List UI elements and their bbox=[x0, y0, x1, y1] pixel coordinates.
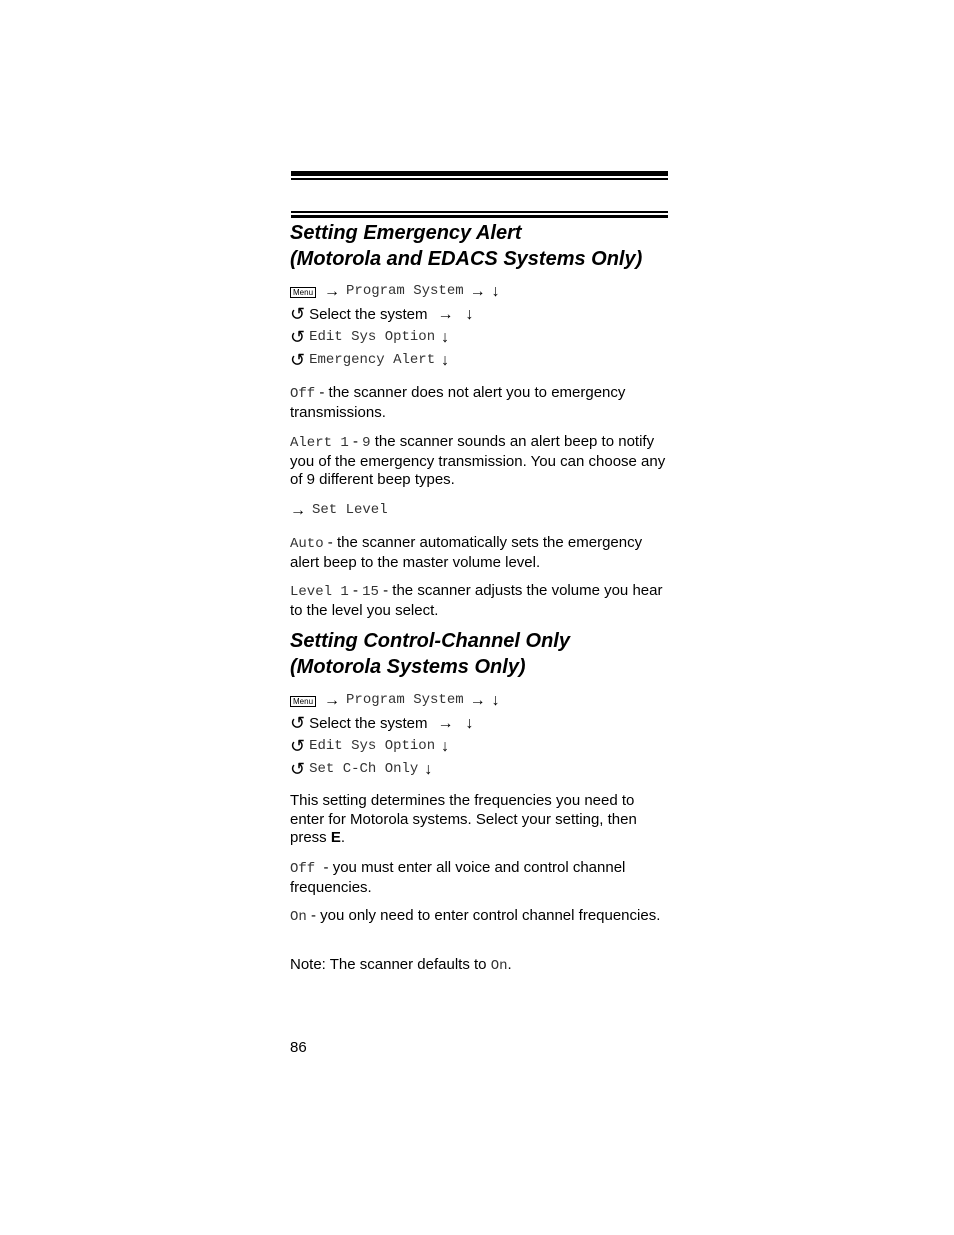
set-level-step bbox=[290, 499, 670, 522]
down-arrow-icon: ↓ bbox=[441, 329, 450, 346]
rotate-knob-icon: ↺ bbox=[290, 736, 306, 756]
cch-on-description bbox=[290, 907, 670, 927]
down-arrow-icon: ↓ bbox=[491, 692, 500, 709]
step-set-level bbox=[290, 499, 670, 522]
down-arrow-icon: ↓ bbox=[441, 738, 450, 755]
menu-item-program-system: Program System bbox=[346, 692, 464, 708]
note-end: . bbox=[507, 956, 512, 973]
cch-off-code: Off bbox=[290, 861, 316, 877]
option-alert-code: Alert 1 bbox=[290, 435, 349, 451]
key-e-label: E bbox=[330, 829, 341, 846]
step-select-system bbox=[290, 303, 670, 326]
cch-off-text: - you must enter all voice and control channel frequencies. bbox=[290, 859, 630, 896]
right-arrow-icon: → bbox=[469, 283, 486, 300]
option-off-text: - the scanner does not alert you to emergency transmissions. bbox=[290, 384, 626, 421]
option-alert-description bbox=[290, 433, 670, 490]
select-system-label: Select the system bbox=[309, 715, 428, 732]
option-level-code-end: 15 bbox=[362, 584, 379, 600]
option-level-code: Level 1 bbox=[290, 584, 349, 600]
emergency-alert-steps bbox=[290, 280, 670, 372]
rotate-knob-icon: ↺ bbox=[290, 304, 306, 324]
rotate-knob-icon: ↺ bbox=[290, 350, 306, 370]
menu-item-set-cch-only: Set C-Ch Only bbox=[309, 761, 419, 777]
right-arrow-icon: → bbox=[324, 283, 341, 300]
option-off-description bbox=[290, 384, 670, 422]
cch-off-description bbox=[290, 859, 670, 897]
option-level-description bbox=[290, 582, 670, 620]
intro-end: . bbox=[340, 829, 346, 846]
down-arrow-icon: ↓ bbox=[465, 306, 474, 323]
control-channel-intro bbox=[290, 792, 670, 848]
section-title-control-channel: Setting Control-Channel Only (Motorola Systems Only) bbox=[290, 630, 570, 678]
down-arrow-icon: ↓ bbox=[465, 715, 474, 732]
section-rule bbox=[291, 211, 668, 218]
right-arrow-icon: → bbox=[469, 692, 486, 709]
option-auto-code: Auto bbox=[290, 536, 324, 552]
page-number: 86 bbox=[290, 1039, 307, 1056]
rotate-knob-icon: ↺ bbox=[290, 759, 306, 779]
menu-item-program-system: Program System bbox=[346, 283, 464, 299]
step-edit-sys-option bbox=[290, 326, 670, 349]
right-arrow-icon: → bbox=[324, 692, 341, 709]
cch-on-code: On bbox=[290, 909, 307, 925]
step-select-system bbox=[290, 712, 670, 735]
section-title-emergency-alert: Setting Emergency Alert (Motorola and EDACS Systems Only) bbox=[290, 222, 643, 270]
right-arrow-icon: → bbox=[437, 306, 454, 323]
step-edit-sys-option bbox=[290, 735, 670, 758]
menu-item-set-level: Set Level bbox=[312, 502, 388, 518]
step-emergency-alert bbox=[290, 349, 670, 372]
menu-key-icon: Menu bbox=[290, 696, 316, 707]
down-arrow-icon: ↓ bbox=[424, 761, 433, 778]
menu-item-edit-sys-option: Edit Sys Option bbox=[309, 329, 436, 345]
menu-key-icon: Menu bbox=[290, 287, 316, 298]
step-menu bbox=[290, 689, 670, 712]
rotate-knob-icon: ↺ bbox=[290, 713, 306, 733]
right-arrow-icon: → bbox=[437, 715, 454, 732]
step-set-cch-only bbox=[290, 758, 670, 781]
menu-item-edit-sys-option: Edit Sys Option bbox=[309, 738, 436, 754]
option-alert-code-end: 9 bbox=[362, 435, 371, 451]
down-arrow-icon: ↓ bbox=[441, 352, 450, 369]
option-auto-text: - the scanner automatically sets the emergency alert beep to the master volume level. bbox=[290, 534, 643, 571]
select-system-label: Select the system bbox=[309, 306, 428, 323]
menu-item-emergency-alert: Emergency Alert bbox=[309, 352, 436, 368]
option-alert-text: the scanner sounds an alert beep to notify you of the emergency transmission. You can choose any of 9 different beep types. bbox=[290, 433, 666, 488]
cch-on-text: - you only need to enter control channel frequencies. bbox=[306, 907, 661, 924]
down-arrow-icon: ↓ bbox=[491, 283, 500, 300]
note-code: On bbox=[490, 958, 508, 974]
range-separator: - bbox=[348, 433, 363, 450]
header-rule-double bbox=[291, 171, 668, 180]
rotate-knob-icon: ↺ bbox=[290, 327, 306, 347]
intro-text: This setting determines the frequencies you need to enter for Motorola systems. Select your setting, then press bbox=[290, 792, 637, 846]
default-note bbox=[290, 956, 670, 976]
control-channel-steps bbox=[290, 689, 670, 781]
option-off-code: Off bbox=[290, 386, 316, 402]
range-separator: - bbox=[348, 582, 363, 599]
note-text: Note: The scanner defaults to bbox=[290, 956, 491, 973]
step-menu bbox=[290, 280, 670, 303]
option-auto-description bbox=[290, 534, 670, 572]
right-arrow-icon: → bbox=[290, 502, 306, 519]
option-level-text: - the scanner adjusts the volume you hear to the level you select. bbox=[290, 582, 663, 619]
